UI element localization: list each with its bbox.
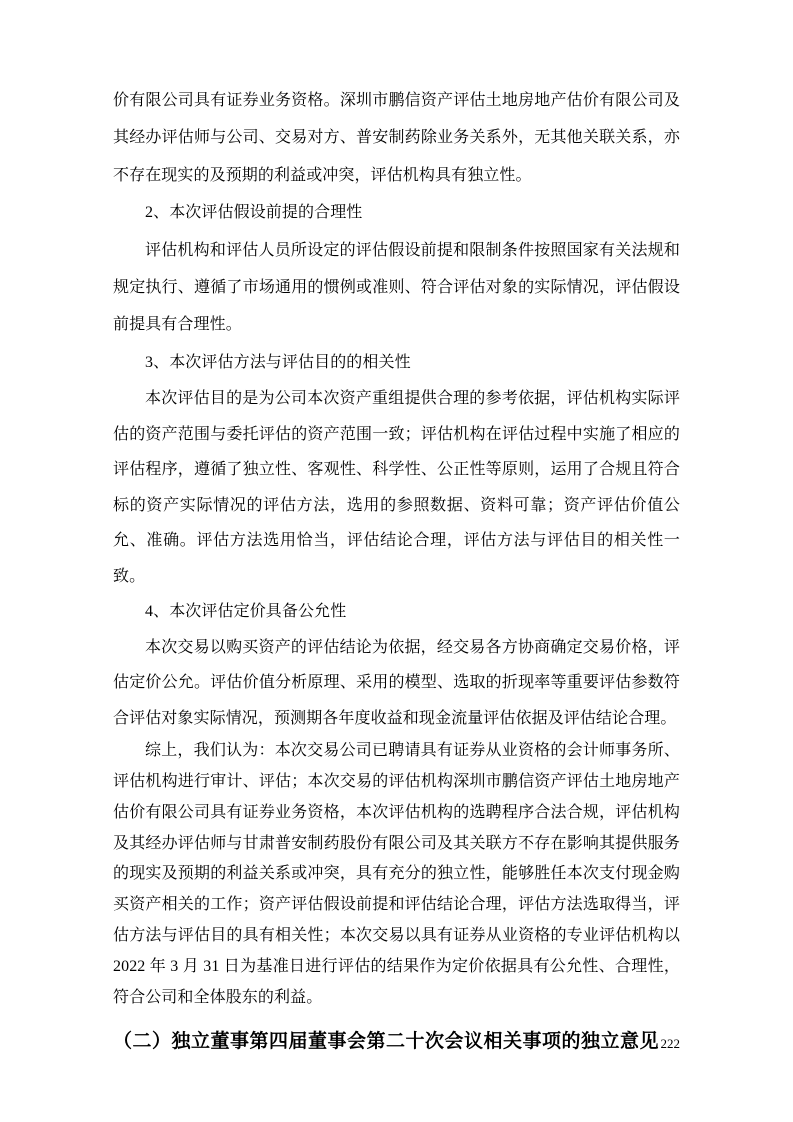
subsection-heading: 4、本次评估定价具备公允性 <box>145 603 347 621</box>
paragraph: 本次交易以购买资产的评估结论为依据，经交易各方协商确定交易价格，评估定价公允。评估价值分析原理、采用的模型、选取的折现率等重要评估参数符合评估对象实际情况，预测期各年度收益和现金流量评估依据及评估结论合理。 <box>113 638 680 727</box>
subsection-heading: 2、本次评估假设前提的合理性 <box>145 204 363 222</box>
paragraph: 评估机构和评估人员所设定的评估假设前提和限制条件按照国家有关法规和规定执行、遵循了市场通用的惯例或准则、符合评估对象的实际情况，评估假设前提具有合理性。 <box>113 241 680 334</box>
paragraph: 综上，我们认为：本次交易公司已聘请具有证券从业资格的会计师事务所、评估机构进行审计、评估；本次交易的评估机构深圳市鹏信资产评估土地房地产估价有限公司具有证券业务资格，本次评估机构的选聘程序合法合规，评估机构及其经办评估师与甘肃普安制药股份有限公司及其关联方不存在影响其提供服务的现实及预期的利益关系或冲突，具有充分的独立性，能够胜任本次支付现金购买资产相关的工作；资产评估假设前提和评估结论合理，评估方法选取得当，评估方法与评估目的具有相关性；本次交易以具有证券从业资格的专业评估机构以 2022 年 3 月 31 日为基准日进行评估的结果作为定价依据具有公允性、合理性，符合公司和全体股东的利益。 <box>113 742 680 1006</box>
document-body <box>113 82 680 1057</box>
paragraph: 本次评估目的是为公司本次资产重组提供合理的参考依据，评估机构实际评估的资产范围与委托评估的资产范围一致；评估机构在评估过程中实施了相应的评估程序，遵循了独立性、客观性、科学性、公正性等原则，运用了合规且符合标的资产实际情况的评估方法，选用的参照数据、资料可靠；资产评估价值公允、准确。评估方法选用恰当，评估结论合理，评估方法与评估目的相关性一致。 <box>113 390 680 585</box>
page-number: 222 <box>660 1036 680 1051</box>
paragraph: 价有限公司具有证券业务资格。深圳市鹏信资产评估土地房地产估价有限公司及其经办评估师与公司、交易对方、普安制药除业务关系外，无其他关联关系，亦不存在现实的及预期的利益或冲突，评估机构具有独立性。 <box>113 92 680 184</box>
subsection-heading: 3、本次评估方法与评估目的的相关性 <box>145 353 411 371</box>
section-heading: （二）独立董事第四届董事会第二十次会议相关事项的独立意见 <box>113 1031 660 1053</box>
